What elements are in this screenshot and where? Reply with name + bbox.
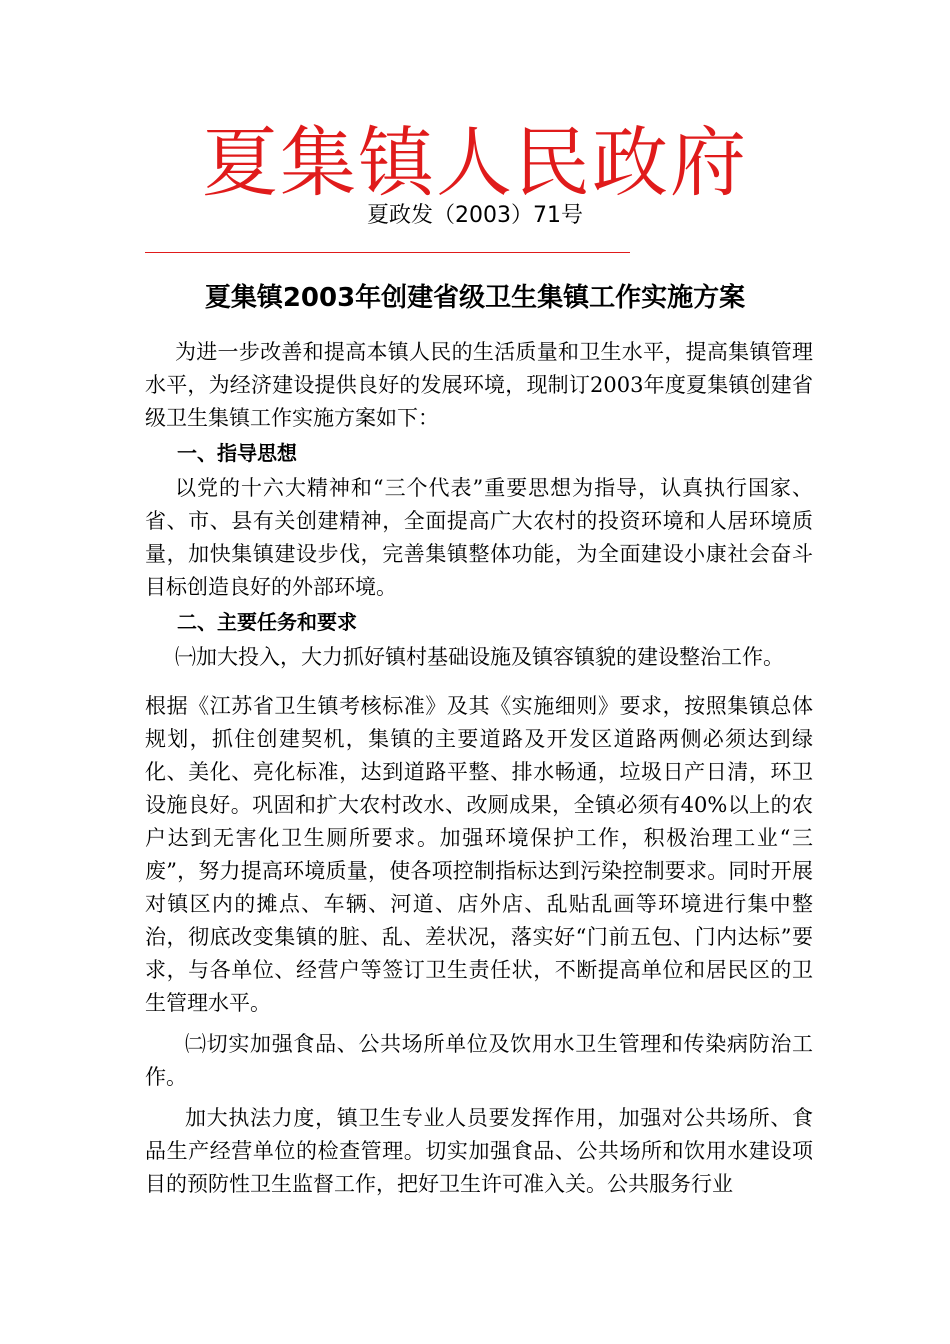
document-number: 夏政发（2003）71号 (367, 203, 583, 228)
section-heading-main-tasks: 二、主要任务和要求 (177, 610, 357, 634)
section1-paragraph: 以党的十六大精神和“三个代表”重要思想为指导，认真执行国家、省、市、县有关创建精神，全面提高广大农村的投资环境和人居环境质量，加快集镇建设步伐，完善集镇整体功能，为全面建设小康社会奋斗目标创造良好的外部环境。 (145, 476, 813, 599)
item1-paragraph: 根据《江苏省卫生镇考核标准》及其《实施细则》要求，按照集镇总体规划，抓住创建契机，集镇的主要道路及开发区道路两侧必须达到绿化、美化、亮化标准，达到道路平整、排水畅通，垃圾日产日清，环卫设施良好。巩固和扩大农村改水、改厕成果，全镇必须有40%以上的农户达到无害化卫生厕所要求。加强环境保护工作，积极治理工业“三废”，努力提高环境质量，使各项控制指标达到污染控制要求。同时开展对镇区内的摊点、车辆、河道、店外店、乱贴乱画等环境进行集中整治，彻底改变集镇的脏、乱、差状况，落实好“门前五包、门内达标”要求，与各单位、经营户等签订卫生责任状，不断提高单位和居民区的卫生管理水平。 (145, 694, 813, 1015)
section-heading-guiding-ideology: 一、指导思想 (177, 441, 297, 465)
intro-paragraph: 为进一步改善和提高本镇人民的生活质量和卫生水平，提高集镇管理水平，为经济建设提供良好的发展环境，现制订2003年度夏集镇创建省级卫生集镇工作实施方案如下： (145, 340, 813, 430)
header-divider (145, 252, 630, 253)
masthead: 夏集镇人民政府 (202, 118, 748, 207)
item2-paragraph: 加大执法力度，镇卫生专业人员要发挥作用，加强对公共场所、食品生产经营单位的检查管理。切实加强食品、公共场所和饮用水建设项目的预防性卫生监督工作，把好卫生许可准入关。公共服务行业 (145, 1106, 813, 1196)
document-body (145, 336, 813, 1201)
item1-heading: ㈠加大投入，大力抓好镇村基础设施及镇容镇貌的建设整治工作。 (175, 645, 784, 669)
item2-heading: ㈡切实加强食品、公共场所单位及饮用水卫生管理和传染病防治工作。 (145, 1032, 813, 1089)
document-title: 夏集镇2003年创建省级卫生集镇工作实施方案 (204, 283, 746, 313)
